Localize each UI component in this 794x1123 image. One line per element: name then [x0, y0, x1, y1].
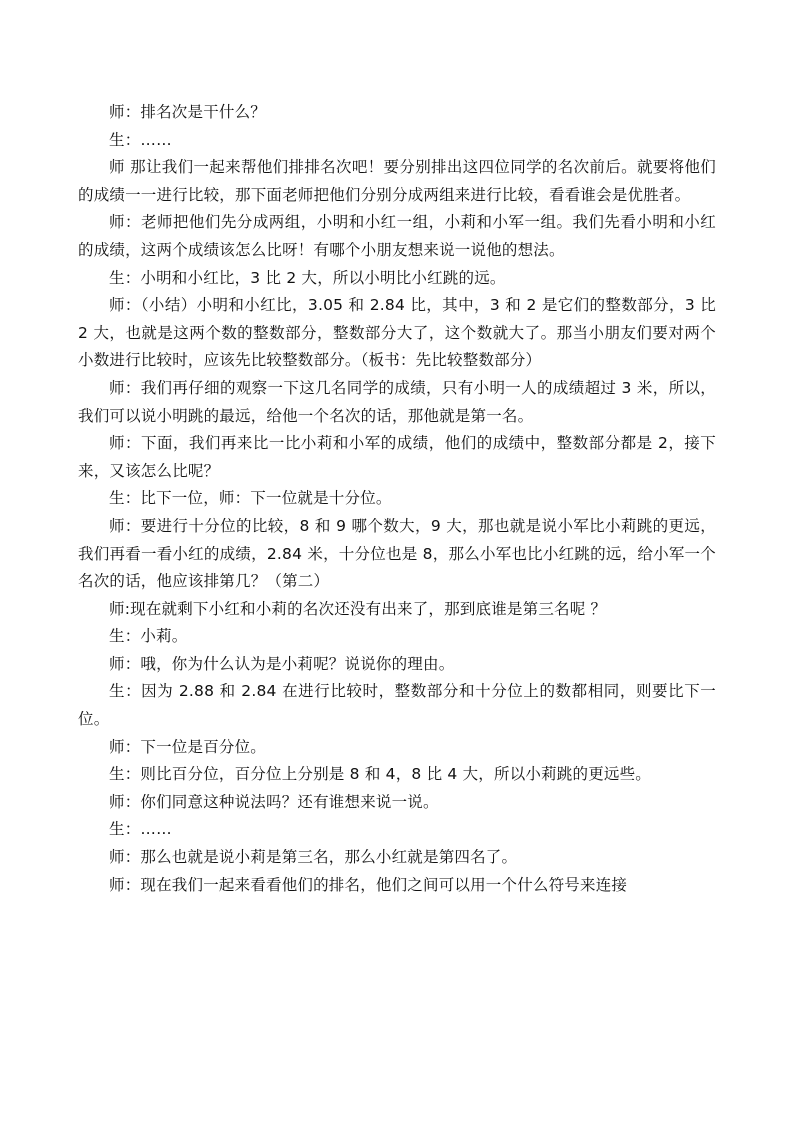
paragraph: 师：要进行十分位的比较，8 和 9 哪个数大，9 大，那也就是说小军比小莉跳的更远，我们再看一看小红的成绩，2.84 米，十分位也是 8，那么小军也比小红跳的远，给小军一个名次的话，他应该排第几？（第二）	[78, 516, 716, 591]
paragraph: 生：小莉。	[109, 627, 188, 646]
paragraph: 师:现在就剩下小红和小莉的名次还没有出来了，那到底谁是第三名呢 ？	[109, 599, 607, 618]
paragraph: 师：排名次是干什么？	[109, 103, 267, 121]
paragraph: 师：哦，你为什么认为是小莉呢？说说你的理由。	[109, 654, 455, 673]
paragraph: 师：下一位是百分位。	[109, 737, 267, 756]
paragraph: 生：因为 2.88 和 2.84 在进行比较时，整数部分和十分位上的数都相同，则要比下一位。	[78, 682, 716, 729]
paragraph: 师：你们同意这种说法吗？还有谁想来说一说。	[109, 792, 439, 811]
paragraph: 师：老师把他们先分成两组，小明和小红一组，小莉和小军一组。我们先看小明和小红的成绩，这两个成绩该怎么比呀！有哪个小朋友想来说一说他的想法。	[78, 213, 716, 259]
paragraph: 师：现在我们一起来看看他们的排名，他们之间可以用一个什么符号来连接	[109, 875, 628, 894]
paragraph: 生：则比百分位，百分位上分别是 8 和 4，8 比 4 大，所以小莉跳的更远些。	[109, 765, 652, 784]
paragraph: 师：（小结）小明和小红比，3.05 和 2.84 比，其中，3 和 2 是它们的整数部分，3 比 2 大，也就是这两个数的整数部分，整数部分大了，这个数就大了。那当小朋友们要对两个小数进行比较时，应该先比较整数部分。（板书：先比较整数部分）	[78, 296, 716, 370]
paragraph: 师：那么也就是说小莉是第三名，那么小红就是第四名了。	[109, 848, 518, 867]
paragraph: 生：比下一位，师：下一位就是十分位。	[109, 489, 392, 508]
paragraph: 师：下面，我们再来比一比小莉和小军的成绩，他们的成绩中，整数部分都是 2，接下来，又该怎么比呢？	[78, 434, 716, 480]
paragraph: 生：……	[109, 820, 172, 839]
paragraph: 师 那让我们一起来帮他们排排名次吧！要分别排出这四位同学的名次前后。就要将他们的成绩一一进行比较，那下面老师把他们分别分成两组来进行比较，看看谁会是优胜者。	[78, 158, 716, 204]
paragraph: 师：我们再仔细的观察一下这几名同学的成绩，只有小明一人的成绩超过 3 米，所以，我们可以说小明跳的最远，给他一个名次的话，那他就是第一名。	[78, 378, 716, 425]
document-body	[78, 99, 716, 899]
paragraph: 生：小明和小红比，3 比 2 大，所以小明比小红跳的远。	[109, 268, 506, 287]
paragraph: 生：……	[109, 130, 172, 149]
